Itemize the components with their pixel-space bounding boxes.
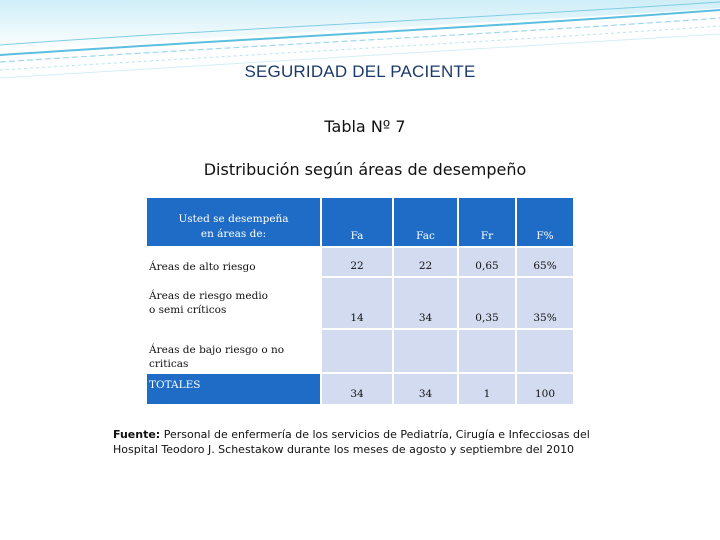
total-fac: 34 (393, 373, 458, 405)
row-label (146, 277, 321, 329)
table-row (146, 329, 574, 373)
cell-fpct: 35% (516, 277, 574, 329)
header-fr: Fr (458, 197, 516, 247)
header-fa: Fa (321, 197, 393, 247)
header-area-label (146, 197, 321, 247)
source-label: Fuente: (113, 428, 161, 441)
cell-fac: 34 (393, 277, 458, 329)
cell-fac (393, 329, 458, 373)
source-text: Personal de enfermería de los servicios de Pediatría, Cirugía e Infecciosas del Hospital Teodoro J. Schestakow durante los meses de agosto y septiembre del 2010 (113, 428, 590, 456)
total-fr: 1 (458, 373, 516, 405)
page-title: SEGURIDAD DEL PACIENTE (244, 62, 476, 81)
header-label-line2: en áreas de: (200, 228, 267, 240)
total-fa: 34 (321, 373, 393, 405)
totals-label: TOTALES (146, 373, 321, 405)
cell-fa (321, 329, 393, 373)
table-row (146, 247, 574, 277)
cell-fpct: 65% (516, 247, 574, 277)
header-wave-decoration (0, 0, 720, 100)
cell-fr: 0,35 (458, 277, 516, 329)
distribution-table (145, 196, 575, 406)
header-label-line1: Usted se desempeña (178, 213, 289, 225)
cell-fac: 22 (393, 247, 458, 277)
row-label (146, 329, 321, 373)
table-number: Tabla Nº 7 (324, 117, 406, 136)
row-label (146, 247, 321, 277)
row-label-line1: Áreas de bajo riesgo o no (149, 344, 285, 356)
total-fpct: 100 (516, 373, 574, 405)
cell-fr (458, 329, 516, 373)
source-note (113, 427, 603, 457)
table-row (146, 277, 574, 329)
row-label-line2: o semi críticos (149, 304, 227, 316)
cell-fr: 0,65 (458, 247, 516, 277)
table-header-row (146, 197, 574, 247)
row-label-line1: Áreas de alto riesgo (149, 261, 256, 273)
header-fpct: F% (516, 197, 574, 247)
cell-fa: 14 (321, 277, 393, 329)
cell-fa: 22 (321, 247, 393, 277)
row-label-line1: Áreas de riesgo medio (149, 290, 269, 302)
table-caption: Distribución según áreas de desempeño (203, 160, 527, 179)
header-fac: Fac (393, 197, 458, 247)
cell-fpct (516, 329, 574, 373)
row-label-line2: criticas (149, 358, 189, 370)
totals-row (146, 373, 574, 405)
